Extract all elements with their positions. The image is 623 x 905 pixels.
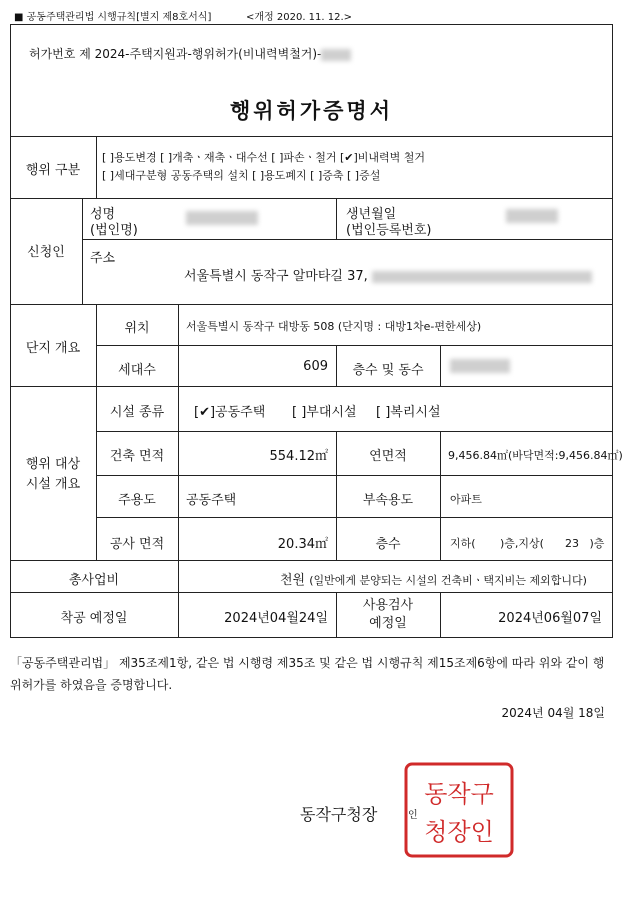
work-area: 20.34㎡ xyxy=(277,537,328,552)
cost-note: (일반에게 분양되는 시설의 건축비ㆍ택지비는 제외합니다) xyxy=(309,574,587,587)
permit-number-label: 허가번호 xyxy=(29,47,76,61)
certification-notice: 「공동주택관리법」 제35조제1항, 같은 법 시행령 제35조 및 같은 법 시행규칙 제15조제6항에 따라 위와 같이 행위허가를 하였음을 증명합니다. xyxy=(10,656,605,692)
revision-date: <개정 2020. 11. 12.> xyxy=(246,12,353,23)
action-options-line2: [ ]세대구분형 공동주택의 설치 [ ]용도폐지 [ ]증축 [ ]증설 xyxy=(102,169,381,182)
cost-value xyxy=(280,569,587,588)
cost-row xyxy=(10,560,613,592)
inspection-date: 2024년06월07일 xyxy=(498,611,602,626)
issue-date: 2024년 04월 18일 xyxy=(501,706,605,720)
building-area: 554.12㎡ xyxy=(269,449,328,464)
households: 609 xyxy=(303,359,328,374)
start-date: 2024년04월24일 xyxy=(224,611,328,626)
sub-use: 아파트 xyxy=(450,493,482,506)
seal-text-top: 동작구 xyxy=(424,780,494,808)
facility-type-auxiliary: [ ]부대시설 xyxy=(292,405,357,420)
action-options-line1: [ ]용도변경 [ ]개축ㆍ재축ㆍ대수선 [ ]파손ㆍ철거 [✔]비내력벽 철거 xyxy=(102,151,426,164)
complex-row xyxy=(10,304,613,386)
action-row xyxy=(10,136,613,198)
redacted-floors xyxy=(450,359,510,373)
cost-label: 총사업비 xyxy=(68,573,120,588)
location: 서울특별시 동작구 대방동 508 (단지명 : 대방1차e-편한세상) xyxy=(186,320,482,333)
issuer-name: 동작구청장 xyxy=(300,805,378,824)
facility-row xyxy=(10,386,623,560)
redacted-birth xyxy=(506,209,558,223)
complex-label: 단지 개요 xyxy=(25,341,81,356)
applicant-label: 신청인 xyxy=(27,245,65,260)
households-label: 세대수 xyxy=(118,363,156,378)
form-header xyxy=(14,8,353,23)
seal-mark: 인 xyxy=(408,810,418,821)
facility-label: 행위 대상 시설 개요 xyxy=(25,457,81,492)
permit-number: 제 2024-주택지원과-행위허가(비내력벽철거)- xyxy=(79,47,322,61)
address-text: 서울특별시 동작구 알마타길 37, xyxy=(184,269,368,284)
form-reference: ■ 공동주택관리법 시행규칙[별지 제8호서식] xyxy=(14,12,212,23)
facility-type-welfare: [ ]복리시설 xyxy=(376,405,441,420)
permit-number-line xyxy=(29,45,351,62)
main-use: 공동주택 xyxy=(186,493,237,508)
work-area-label: 공사 면적 xyxy=(109,537,165,552)
document-title: 행위허가증명서 xyxy=(229,99,393,123)
redacted-address xyxy=(372,271,592,283)
applicant-row xyxy=(10,198,613,304)
redacted-name xyxy=(186,211,258,225)
birth-label: 생년월일 (법인등록번호) xyxy=(346,207,432,238)
main-use-label: 주용도 xyxy=(118,493,156,508)
start-date-label: 착공 예정일 xyxy=(60,611,128,626)
location-label: 위치 xyxy=(124,321,150,336)
seal-text-bottom: 청장인 xyxy=(424,818,494,846)
redacted-block xyxy=(321,49,351,61)
address xyxy=(184,265,592,284)
facility-type-apartment: [✔]공동주택 xyxy=(194,405,266,420)
inspection-date-label: 사용검사 예정일 xyxy=(362,598,414,631)
stories-label: 층수 xyxy=(375,537,401,552)
action-label: 행위 구분 xyxy=(25,163,81,178)
address-label: 주소 xyxy=(90,251,116,266)
sub-use-label: 부속용도 xyxy=(362,493,414,508)
building-area-label: 건축 면적 xyxy=(109,449,165,464)
facility-type-label: 시설 종류 xyxy=(109,405,165,420)
stories: 지하( )층,지상( 23 )층 xyxy=(450,537,605,550)
cost-unit: 천원 xyxy=(280,573,306,588)
name-label: 성명 (법인명) xyxy=(90,207,138,238)
floor-area: 9,456.84㎡(바닥면적:9,456.84㎡) xyxy=(448,449,623,462)
schedule-row xyxy=(10,592,613,638)
floors-label: 층수 및 동수 xyxy=(352,363,424,378)
floor-area-label: 연면적 xyxy=(369,449,407,464)
